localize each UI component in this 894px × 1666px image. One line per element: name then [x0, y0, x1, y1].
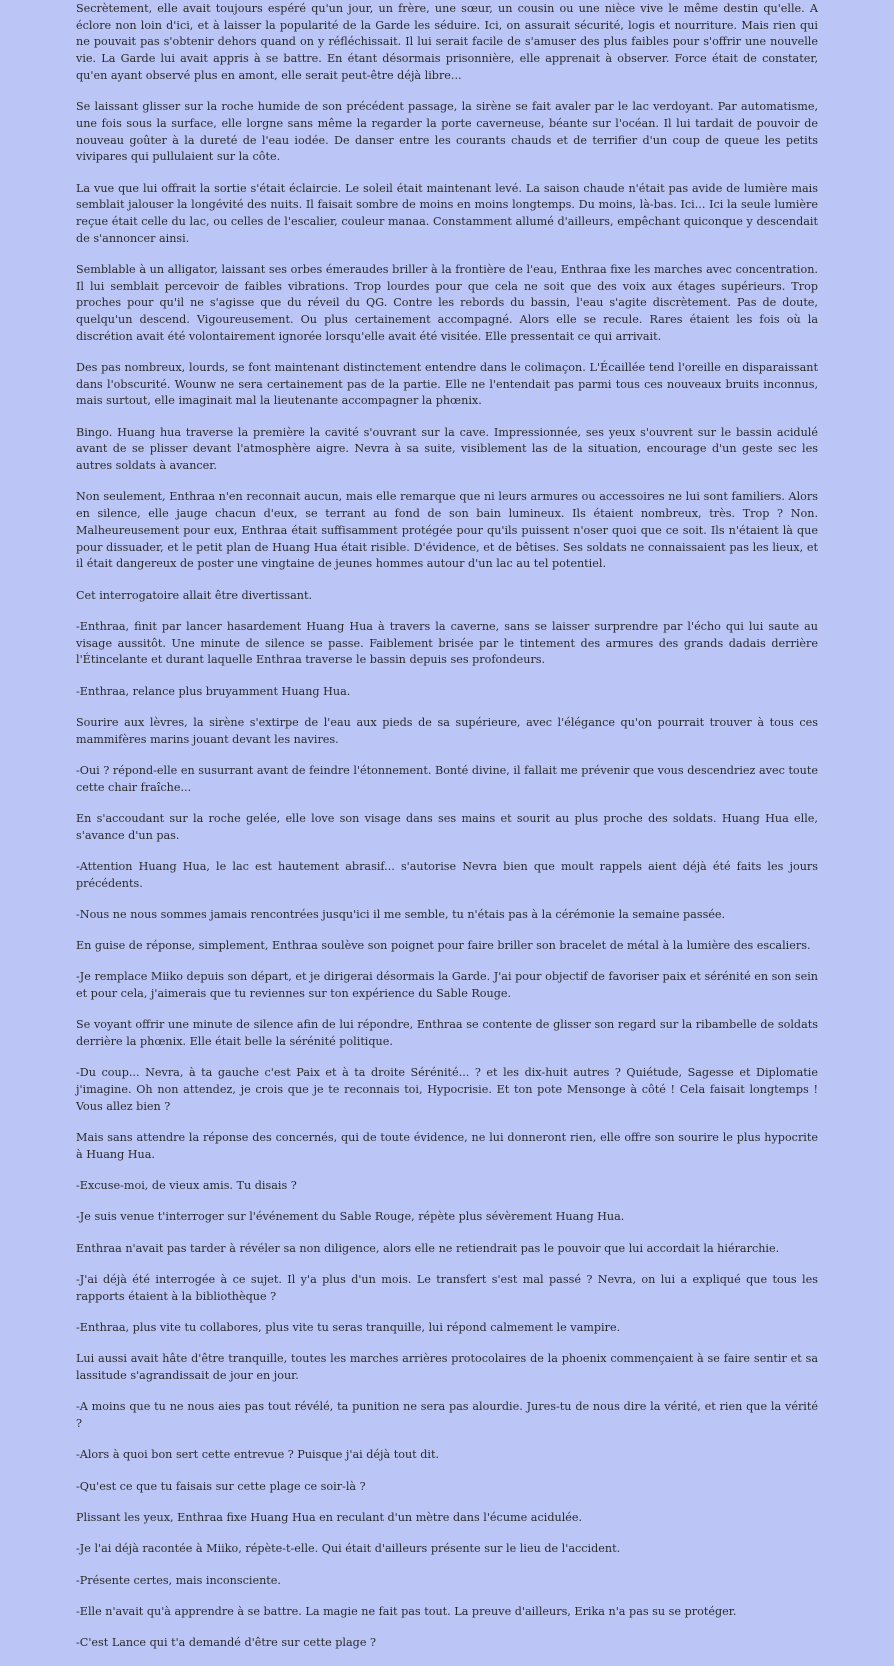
paragraph: -Enthraa, plus vite tu collabores, plus vite tu seras tranquille, lui répond calmement le vampire. [76, 1321, 621, 1335]
paragraph: -Je l'ai déjà racontée à Miiko, répète-t-elle. Qui était d'ailleurs présente sur le lieu de l'accident. [76, 1542, 621, 1556]
paragraph: -J'ai déjà été interrogée à ce sujet. Il y'a plus d'un mois. Le transfert s'est mal passé ? Nevra, on lui a expliqué que tous les rapports étaient à la bibliothèque ? [76, 1273, 818, 1303]
paragraph: -Elle n'avait qu'à apprendre à se battre. La magie ne fait pas tout. La preuve d'ailleurs, Erika n'a pas su se protéger. [76, 1604, 737, 1618]
paragraph: Semblable à un alligator, laissant ses orbes émeraudes briller à la frontière de l'eau, Enthraa fixe les marches avec concentration. Il lui semblait percevoir de faibles vibrations. Trop lourdes pour que cela ne soit que des voix aux étages supérieurs. Trop proches pour qu'il ne s'agisse que du réveil du QG. Contre les rebords du bassin, l'eau s'agite discrètement. Pas de doute, quelqu'un descend. Vigoureusement. Ou plus certainement accompagné. Alors elle se recule. Rares étaient les fois où la discrétion avait été volontairement ignorée lorsqu'elle avait été visitée. Elle pressentait ce qui arrivait. [76, 262, 818, 343]
paragraph: Non seulement, Enthraa n'en reconnait aucun, mais elle remarque que ni leurs armures ou accessoires ne lui sont familiers. Alors en silence, elle jauge chacun d'eux, se terrant au fond de son bain lumineux. Ils étaient nombreux, très. Trop ? Non. Malheureusement pour eux, Enthraa était suffisamment protégée pour qu'ils puissent n'oser quoi que ce soit. Ils n'étaient là que pour dissuader, et le petit plan de Huang Hua était risible. D'évidence, et de bêtises. Ses soldats ne connaissaient pas les lieux, et il était dangereux de poster une vingtaine de jeunes hommes autour d'un lac au tel potentiel. [76, 490, 818, 571]
paragraph: -Enthraa, finit par lancer hasardement Huang Hua à travers la caverne, sans se laisser surprendre par l'écho qui lui saute au visage aussitôt. Une minute de silence se passe. Faiblement brisée par le tintement des armures des grands dadais derrière l'Étincelante et durant laquelle Enthraa traverse le bassin depuis ses profondeurs. [76, 619, 818, 667]
paragraph: -Oui ? répond-elle en susurrant avant de feindre l'étonnement. Bonté divine, il fallait me prévenir que vous descendriez avec toute cette chair fraîche... [76, 763, 818, 794]
paragraph: -A moins que tu ne nous aies pas tout révélé, ta punition ne sera pas alourdie. Jures-tu de nous dire la vérité, et rien que la vérité ? [76, 1400, 818, 1431]
paragraph: La vue que lui offrait la sortie s'était éclaircie. Le soleil était maintenant levé. La saison chaude n'était pas avide de lumière mais semblait jalouser la longévité des nuits. Il faisait sombre de moins en moins longtemps. Du moins, là-bas. Ici... Ici la seule lumière reçue était celle du lac, ou celles de l'escalier, couleur manaa. Constamment allumé d'ailleurs, empêchant quiconque y descendait de s'annoncer ainsi. [76, 181, 818, 245]
paragraph: -Présente certes, mais inconsciente. [76, 1573, 281, 1587]
paragraph: En guise de réponse, simplement, Enthraa soulève son poignet pour faire briller son bracelet de métal à la lumière des escaliers. [76, 939, 811, 953]
paragraph: Lui aussi avait hâte d'être tranquille, toutes les marches arrières protocolaires de la phoenix commençaient à se faire sentir et sa lassitude s'agrandissait de jour en jour. [76, 1352, 818, 1383]
paragraph: -Nous ne nous sommes jamais rencontrées jusqu'ici il me semble, tu n'étais pas à la cérémonie la semaine passée. [76, 907, 726, 921]
paragraph: -C'est Lance qui t'a demandé d'être sur cette plage ? [76, 1636, 377, 1650]
paragraph: -Enthraa, relance plus bruyamment Huang Hua. [76, 684, 351, 698]
paragraph: Sourire aux lèvres, la sirène s'extirpe de l'eau aux pieds de sa supérieure, avec l'élégance qu'on pourrait trouver à tous ces mammifères marins jouant devant les navires. [76, 715, 818, 746]
paragraph: Enthraa n'avait pas tarder à révéler sa non diligence, alors elle ne retiendrait pas le pouvoir que lui accordait la hiérarchie. [76, 1241, 780, 1255]
paragraph: Plissant les yeux, Enthraa fixe Huang Hua en reculant d'un mètre dans l'écume acidulée. [76, 1510, 583, 1524]
paragraph: -Qu'est ce que tu faisais sur cette plage ce soir-là ? [76, 1479, 366, 1493]
paragraph: -Je remplace Miiko depuis son départ, et je dirigerai désormais la Garde. J'ai pour objectif de favoriser paix et sérénité en son sein et pour cela, j'aimerais que tu reviennes sur ton expérience du Sable Rouge. [76, 970, 819, 1001]
paragraph: -Alors à quoi bon sert cette entrevue ? Puisque j'ai déjà tout dit. [76, 1448, 440, 1462]
paragraph: Bingo. Huang hua traverse la première la cavité s'ouvrant sur la cave. Impressionnée, ses yeux s'ouvrent sur le bassin acidulé avant de se plisser devant l'atmosphère aigre. Nevra à sa suite, visiblement las de la situation, encourage d'un geste sec les autres soldats à avancer. [76, 425, 818, 473]
paragraph: -Du coup... Nevra, à ta gauche c'est Paix et à ta droite Sérénité... ? et les dix-huit autres ? Quiétude, Sagesse et Diplomatie j'imagine. Oh non attendez, je crois que je te reconnais toi, Hypocrisie. Et ton pote Mensonge à côté ! Cela faisait longtemps ! Vous allez bien ? [76, 1066, 818, 1113]
paragraph: Des pas nombreux, lourds, se font maintenant distinctement entendre dans le colimaçon. L'Écaillée tend l'oreille en disparaissant dans l'obscurité. Wounw ne sera certainement pas de la partie. Elle ne l'entendait pas parmi tous ces nouveaux bruits inconnus, mais surtout, elle imaginait mal la lieutenante accompagner la phœnix. [76, 361, 818, 408]
paragraph: -Je suis venue t'interroger sur l'événement du Sable Rouge, répète plus sévèrement Huang Hua. [76, 1210, 625, 1224]
paragraph: -Attention Huang Hua, le lac est hautement abrasif... s'autorise Nevra bien que moult rappels aient déjà été faits les jours précédents. [76, 859, 818, 890]
paragraph: Mais sans attendre la réponse des concernés, qui de toute évidence, ne lui donneront rien, elle offre son sourire le plus hypocrite à Huang Hua. [76, 1131, 818, 1161]
paragraph: Cet interrogatoire allait être divertissant. [76, 588, 313, 602]
paragraph: -Excuse-moi, de vieux amis. Tu disais ? [76, 1179, 297, 1193]
paragraph: En s'accoudant sur la roche gelée, elle love son visage dans ses mains et sourit au plus proche des soldats. Huang Hua elle, s'avance d'un pas. [76, 811, 818, 842]
paragraph: Se laissant glisser sur la roche humide de son précédent passage, la sirène se fait avaler par le lac verdoyant. Par automatisme, une fois sous la surface, elle lorgne sans même la regarder la porte caverneuse, béante sur l'océan. Il lui tardait de pouvoir de nouveau goûter à la dureté de l'eau iodée. De danser entre les courants chauds et de terrifier d'un coup de queue les petits vivipares qui pullulaient sur la côte. [76, 100, 818, 164]
story-text [76, 1, 818, 1666]
paragraph: Secrètement, elle avait toujours espéré qu'un jour, un frère, une sœur, un cousin ou une nièce vive le même destin qu'elle. A éclore non loin d'ici, et à laisser la popularité de la Garde les séduire. Ici, on assurait sécurité, logis et nourriture. Mais rien qui ne pouvait pas s'obtenir dehors quand on y réfléchissait. Il lui serait facile de s'amuser des plus faibles pour s'offrir une nouvelle vie. La Garde lui avait appris à se battre. En étant désormais prisonnière, elle apprenait à observer. Force était de constater, qu'en ayant observé plus en amont, elle serait peut-être déjà libre... [76, 2, 818, 82]
paragraph: Se voyant offrir une minute de silence afin de lui répondre, Enthraa se contente de glisser son regard sur la ribambelle de soldats derrière la phœnix. Elle était belle la sérénité politique. [76, 1018, 818, 1049]
